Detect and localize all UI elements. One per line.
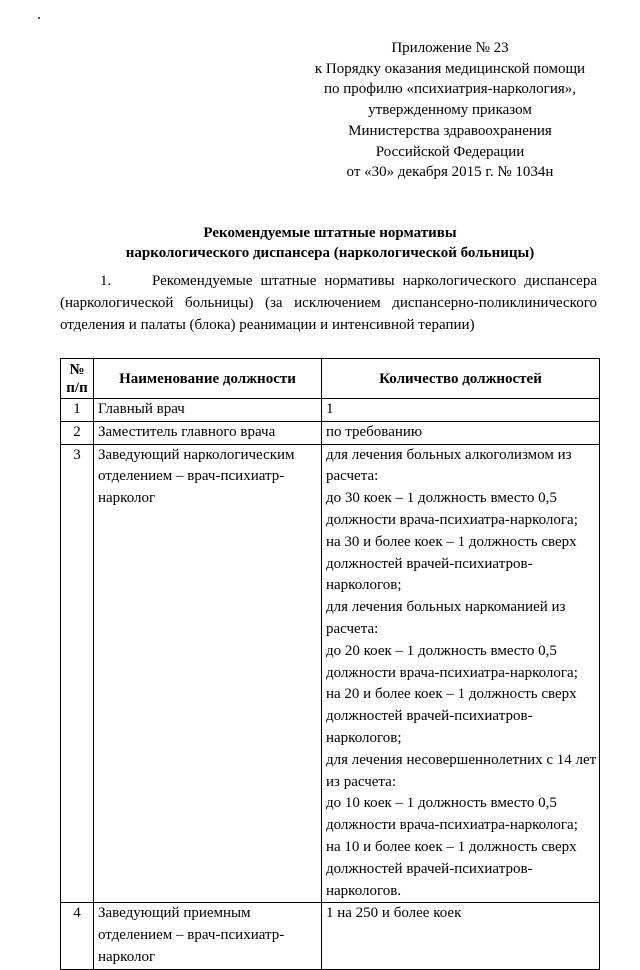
row-number: 1 — [61, 399, 94, 422]
appendix-line: к Порядку оказания медицинской помощи — [314, 60, 586, 77]
header-position: Наименование должности — [94, 359, 322, 399]
count-line: наркологов; — [326, 577, 402, 594]
title-line-1: Рекомендуемые штатные нормативы — [203, 225, 457, 241]
appendix-line: от «30» декабря 2015 г. № 1034н — [346, 164, 554, 181]
count-line: 1 — [326, 401, 334, 417]
appendix-line: Российской Федерации — [375, 143, 525, 160]
count-line: на 20 и более коек – 1 должность сверх — [326, 686, 577, 703]
position-line: Заведующий приемным — [98, 905, 251, 922]
count-line: на 10 и более коек – 1 должность сверх — [326, 838, 577, 855]
position-line: отделением – врач-психиатр- — [98, 468, 285, 485]
table-body — [61, 399, 600, 970]
count-line: должностей врачей-психиатров- — [326, 708, 533, 725]
row-number: 2 — [61, 421, 94, 444]
count-line: по требованию — [326, 423, 423, 440]
position-cell — [94, 903, 322, 969]
header-number: № п/п — [61, 359, 94, 399]
title-line-2: наркологического диспансера (наркологической больницы) — [125, 245, 535, 261]
count-line: до 20 коек – 1 должность вместо 0,5 — [326, 642, 557, 659]
count-line: для лечения больных наркоманией из — [326, 599, 566, 616]
count-line: расчета: — [326, 620, 379, 637]
count-line: должности врача-психиатра-нарколога; — [326, 817, 578, 834]
position-line: Главный врач — [98, 401, 185, 417]
position-line: нарколог — [98, 490, 156, 507]
position-cell — [94, 421, 322, 444]
position-line: Заведующий наркологическим — [98, 446, 295, 463]
count-line: наркологов. — [326, 882, 402, 899]
count-line: до 30 коек – 1 должность вместо 0,5 — [326, 490, 557, 507]
count-line: должностей врачей-психиатров- — [326, 555, 533, 572]
row-number: 4 — [61, 903, 94, 969]
scan-speck — [38, 17, 40, 19]
appendix-header — [300, 38, 600, 183]
count-line: до 10 коек – 1 должность вместо 0,5 — [326, 795, 557, 812]
position-cell — [94, 444, 322, 903]
document-title — [60, 223, 600, 263]
table-header-row — [61, 359, 600, 399]
appendix-line: утвержденному приказом — [368, 102, 532, 119]
count-cell — [322, 421, 600, 444]
count-line: для лечения несовершеннолетних с 14 лет — [326, 751, 597, 768]
position-line: нарколог — [98, 948, 156, 965]
paragraph-text: Рекомендуемые штатные нормативы наркологического диспансера — [152, 273, 597, 289]
count-line: 1 на 250 и более коек — [326, 905, 462, 922]
position-cell — [94, 399, 322, 422]
table-row — [61, 421, 600, 444]
paragraph-line-3: отделения и палаты (блока) реанимации и интенсивной терапии) — [60, 316, 475, 333]
paragraph-line-2: (наркологической больницы) (за исключением диспансерно-поликлинического — [60, 294, 597, 311]
position-line: отделением – врач-психиатр- — [98, 927, 285, 944]
count-line: для лечения больных алкоголизмом из — [326, 446, 572, 463]
count-line: из расчета: — [326, 773, 396, 790]
count-line: наркологов; — [326, 729, 402, 746]
count-cell — [322, 903, 600, 969]
paragraph-number: 1. — [100, 273, 112, 289]
section-paragraph — [60, 271, 597, 336]
count-cell — [322, 444, 600, 903]
count-line: должностей врачей-психиатров- — [326, 860, 533, 877]
paragraph-line-1 — [60, 271, 597, 293]
table-row — [61, 903, 600, 969]
table-row — [61, 399, 600, 422]
appendix-line: Министерства здравоохранения — [348, 122, 552, 139]
header-count: Количество должностей — [322, 359, 600, 399]
row-number: 3 — [61, 444, 94, 903]
count-line: расчета: — [326, 468, 379, 485]
appendix-line: по профилю «психиатрия-наркология», — [324, 81, 576, 98]
count-line: должности врача-психиатра-нарколога; — [326, 664, 578, 681]
count-cell — [322, 399, 600, 422]
count-line: на 30 и более коек – 1 должность сверх — [326, 533, 577, 550]
staffing-table — [60, 358, 600, 970]
count-line: должности врача-психиатра-нарколога; — [326, 511, 578, 528]
appendix-line: Приложение № 23 — [391, 40, 509, 56]
table-row — [61, 444, 600, 903]
position-line: Заместитель главного врача — [98, 423, 276, 440]
